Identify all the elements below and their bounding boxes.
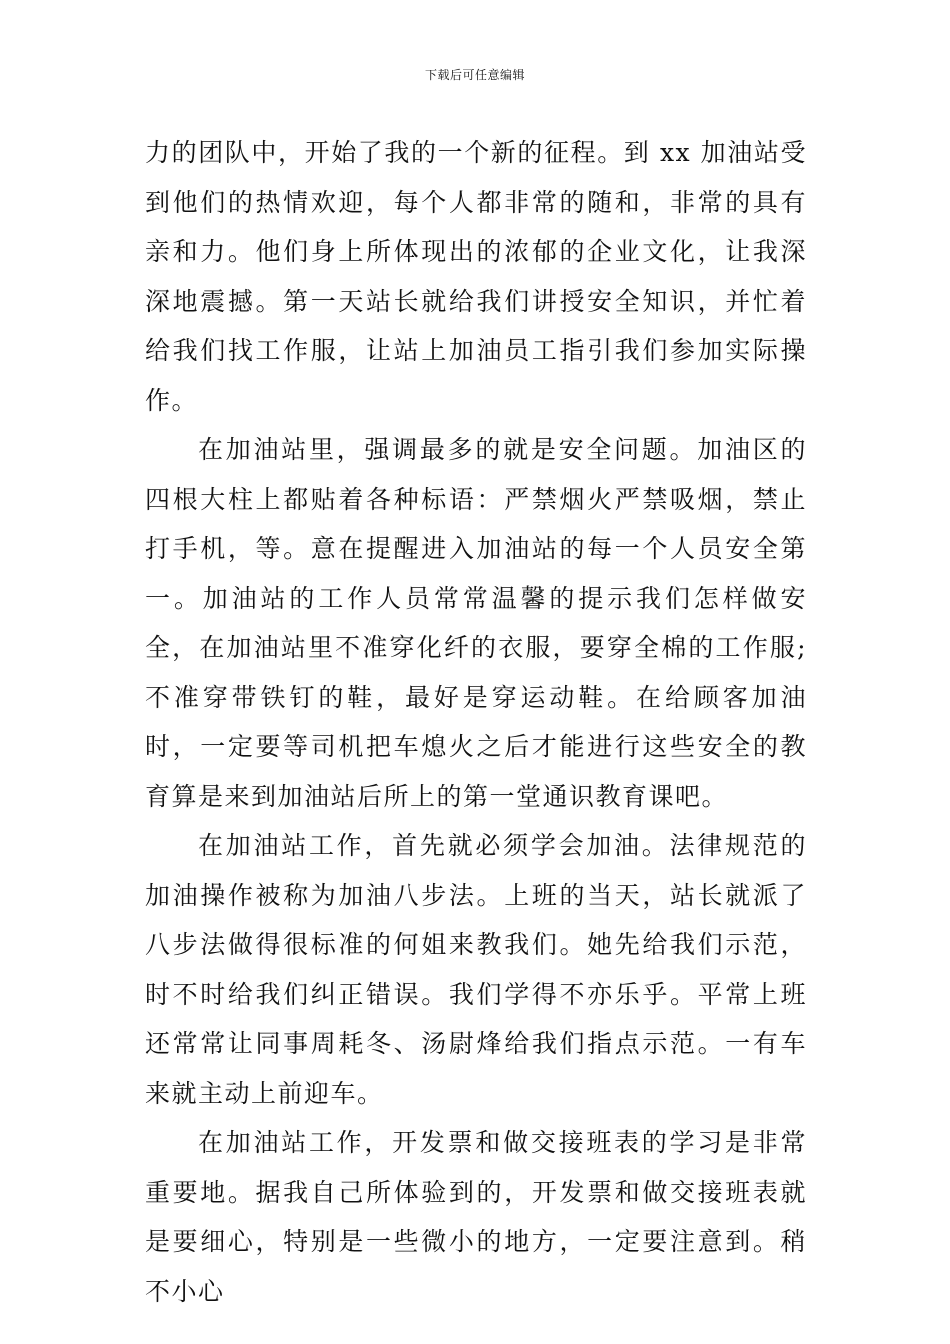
paragraph-2: 在加油站里，强调最多的就是安全问题。加油区的四根大柱上都贴着各种标语：严禁烟火严禁吸烟，禁止打手机，等。意在提醒进入加油站的每一个人员安全第一。加油站的工作人员常常温馨的提示我们怎样做安全，在加油站里不准穿化纤的衣服，要穿全棉的工作服;不准穿带铁钉的鞋，最好是穿运动鞋。在给顾客加油时，一定要等司机把车熄火之后才能进行这些安全的教育算是来到加油站后所上的第一堂通识教育课吧。 <box>145 435 807 811</box>
header-note: 下载后可任意编辑 <box>424 68 525 82</box>
paragraph-1: 力的团队中，开始了我的一个新的征程。到 xx 加油站受到他们的热情欢迎，每个人都非常的随和，非常的具有亲和力。他们身上所体现出的浓郁的企业文化，让我深深地震撼。第一天站长就给我们讲授安全知识，并忙着给我们找工作服，让站上加油员工指引我们参加实际操作。 <box>145 138 807 415</box>
paragraph-3: 在加油站工作，首先就必须学会加油。法律规范的加油操作被称为加油八步法。上班的当天，站长就派了八步法做得很标准的何姐来教我们。她先给我们示范，时不时给我们纠正错误。我们学得不亦乐乎。平常上班还常常让同事周耗冬、汤尉烽给我们指点示范。一有车来就主动上前迎车。 <box>145 831 807 1108</box>
document-body <box>145 128 807 1316</box>
paragraph-4: 在加油站工作，开发票和做交接班表的学习是非常重要地。据我自己所体验到的，开发票和做交接班表就是要细心，特别是一些微小的地方，一定要注意到。稍不小心 <box>145 1128 807 1306</box>
